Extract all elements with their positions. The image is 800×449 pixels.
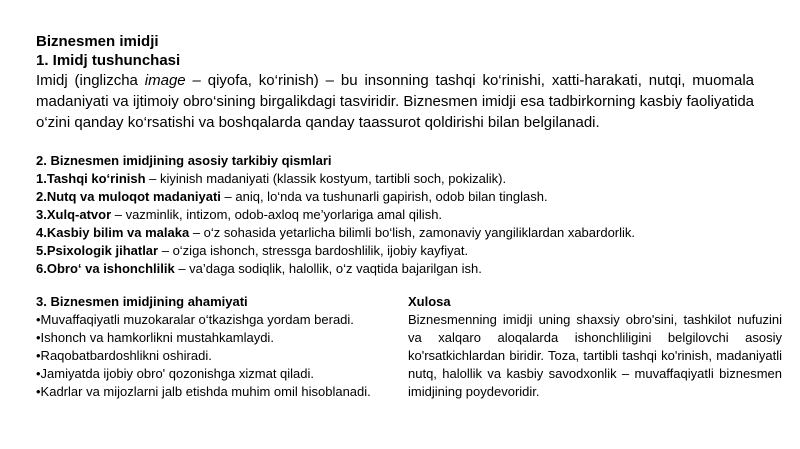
section2-heading: 2. Biznesmen imidjining asosiy tarkibiy qismlari bbox=[36, 153, 332, 168]
item-desc: – va’daga sodiqlik, halollik, o‘z vaqtida bajarilgan ish. bbox=[174, 261, 482, 276]
conclusion-heading: Xulosa bbox=[408, 294, 451, 309]
section3-heading: 3. Biznesmen imidjining ahamiyati bbox=[36, 294, 248, 309]
item-desc: – aniq, lo‘nda va tushunarli gapirish, odob bilan tinglash. bbox=[220, 189, 548, 204]
conclusion-column bbox=[408, 293, 782, 401]
list-item bbox=[36, 206, 766, 224]
item-desc: – o‘z sohasida yetarlicha bilimli bo‘lish, zamonaviy yangiliklardan xabardorlik. bbox=[189, 225, 636, 240]
item-term: 2.Nutq va muloqot madaniyati bbox=[36, 189, 221, 204]
list-item: •Ishonch va hamkorlikni mustahkamlaydi. bbox=[36, 330, 274, 345]
item-desc: – kiyinish madaniyati (klassik kostyum, tartibli soch, pokizalik). bbox=[145, 171, 507, 186]
list-item: •Raqobatbardoshlikni oshiradi. bbox=[36, 348, 212, 363]
list-item bbox=[36, 242, 766, 260]
item-term: 1.Tashqi ko‘rinish bbox=[36, 171, 146, 186]
importance-list bbox=[36, 311, 406, 401]
item-term: 3.Xulq-atvor bbox=[36, 207, 112, 222]
item-term: 6.Obro‘ va ishonchlilik bbox=[36, 261, 175, 276]
slide-title: Biznesmen imidji bbox=[36, 33, 159, 50]
importance-column bbox=[36, 293, 406, 401]
list-item bbox=[36, 188, 766, 206]
section1-paragraph bbox=[36, 70, 754, 133]
list-item: •Muvaffaqiyatli muzokaralar o‘tkazishga yordam beradi. bbox=[36, 312, 354, 327]
conclusion-text: Biznesmenning imidji uning shaxsiy obro'sini, tashkilot nufuzini va xalqaro aloqalarda ishonchliligini belgilovchi asosiy ko'rsatkichlardan biridir. Toza, tartibli tashqi ko'rinish, madaniyatli nutq, halollik va kasbiy savodxonlik – muvaffaqiyatli biznesmen imidjining poydevoridir. bbox=[408, 312, 782, 399]
paragraph-text-rest: – qiyofa, ko‘rinish) – bu insonning tashqi ko‘rinishi, xatti-harakati, nutqi, muomala madaniyati va ijtimoiy obro‘sining birgalikdagi tasviridir. Biznesmen imidji esa tadbirkorning kasbiy faoliyatida o‘zini qanday ko‘rsatishi va boshqalarda qanday taassurot qoldirishi bilan belgilanadi. bbox=[36, 72, 754, 131]
list-item bbox=[36, 224, 766, 242]
list-item: •Kadrlar va mijozlarni jalb etishda muhim omil hisoblanadi. bbox=[36, 384, 371, 399]
components-list bbox=[36, 170, 766, 278]
item-term: 4.Kasbiy bilim va malaka bbox=[36, 225, 190, 240]
item-term: 5.Psixologik jihatlar bbox=[36, 243, 159, 258]
paragraph-italic-term: image bbox=[144, 72, 186, 89]
list-item bbox=[36, 260, 766, 278]
item-desc: – vazminlik, intizom, odob-axloq me’yorlariga amal qilish. bbox=[111, 207, 443, 222]
section1-heading: 1. Imidj tushunchasi bbox=[36, 52, 181, 69]
list-item: •Jamiyatda ijobiy obro' qozonishga xizmat qiladi. bbox=[36, 366, 315, 381]
item-desc: – o‘ziga ishonch, stressga bardoshlilik, ijobiy kayfiyat. bbox=[158, 243, 469, 258]
list-item bbox=[36, 170, 766, 188]
paragraph-text-start: Imidj (inglizcha bbox=[36, 72, 145, 89]
